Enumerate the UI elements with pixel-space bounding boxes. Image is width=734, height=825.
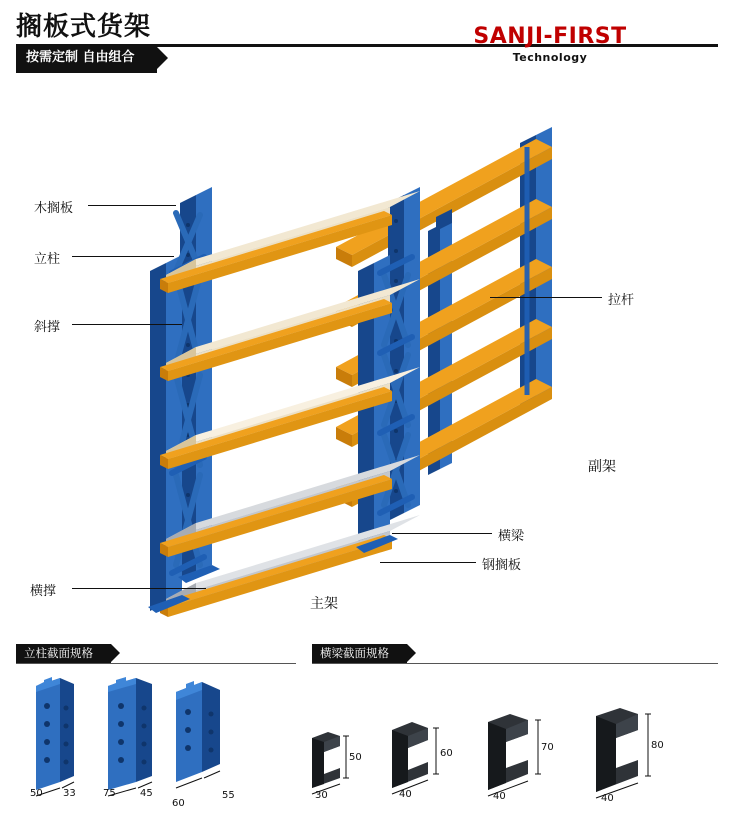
label-wood-shelf: 木搁板 bbox=[34, 201, 74, 216]
upright-profile-3 bbox=[176, 681, 220, 788]
leader-tie-rod bbox=[490, 297, 602, 298]
leader-steel-shelf bbox=[380, 562, 476, 563]
caption-sub-frame: 副架 bbox=[588, 459, 616, 475]
leader-horizontal-brace bbox=[72, 588, 206, 589]
beam-1-height: 50 bbox=[349, 752, 362, 763]
beam-4-width: 40 bbox=[601, 793, 614, 804]
rack-svg bbox=[0, 95, 734, 635]
section-rule-beam bbox=[312, 663, 718, 664]
leader-upright bbox=[72, 256, 174, 257]
beam-profile-3 bbox=[488, 714, 541, 796]
upright-profile-1 bbox=[36, 677, 74, 796]
upright-3-depth: 55 bbox=[222, 790, 235, 801]
label-diagonal-brace: 斜撑 bbox=[34, 320, 61, 335]
beam-profile-4 bbox=[596, 708, 651, 798]
brand-block bbox=[440, 24, 660, 64]
beam-profile-1 bbox=[312, 732, 349, 794]
brand-name: SANJI-FIRST bbox=[473, 24, 627, 49]
label-tie-rod: 拉杆 bbox=[608, 293, 635, 308]
leader-wood-shelf bbox=[88, 205, 176, 206]
page-header bbox=[0, 0, 734, 80]
section-tag-upright-spec: 立柱截面规格 bbox=[16, 644, 111, 663]
section-rule-upright bbox=[16, 663, 296, 664]
rack-illustration bbox=[0, 95, 734, 635]
beam-profiles-svg bbox=[300, 690, 730, 810]
beam-profile-2 bbox=[392, 722, 439, 794]
leader-diagonal-brace bbox=[72, 324, 182, 325]
label-upright: 立柱 bbox=[34, 252, 61, 267]
beam-profiles bbox=[300, 690, 730, 810]
header-tagline: 按需定制 自由组合 bbox=[16, 47, 157, 73]
label-steel-shelf: 钢搁板 bbox=[482, 558, 522, 573]
page-title: 搁板式货架 bbox=[16, 12, 152, 42]
section-tag-beam-spec: 横梁截面规格 bbox=[312, 644, 407, 663]
beam-3-width: 40 bbox=[493, 791, 506, 802]
upright-3-width: 60 bbox=[172, 798, 185, 809]
upright-1-depth: 33 bbox=[63, 788, 76, 799]
brand-subtitle: Technology bbox=[512, 51, 588, 64]
upright-profiles bbox=[16, 672, 306, 812]
upright-1-width: 50 bbox=[30, 788, 43, 799]
beam-1-width: 30 bbox=[315, 790, 328, 801]
label-horizontal-brace: 横撑 bbox=[30, 584, 57, 599]
beam-3-height: 70 bbox=[541, 742, 554, 753]
upright-2-depth: 45 bbox=[140, 788, 153, 799]
caption-main-frame: 主架 bbox=[310, 596, 338, 612]
upright-profiles-svg bbox=[16, 672, 306, 812]
leader-beam bbox=[392, 533, 492, 534]
label-beam: 横梁 bbox=[498, 529, 525, 544]
upright-2-width: 75 bbox=[103, 788, 116, 799]
beam-2-width: 40 bbox=[399, 789, 412, 800]
beam-4-height: 80 bbox=[651, 740, 664, 751]
upright-profile-2 bbox=[108, 677, 152, 796]
beam-2-height: 60 bbox=[440, 748, 453, 759]
